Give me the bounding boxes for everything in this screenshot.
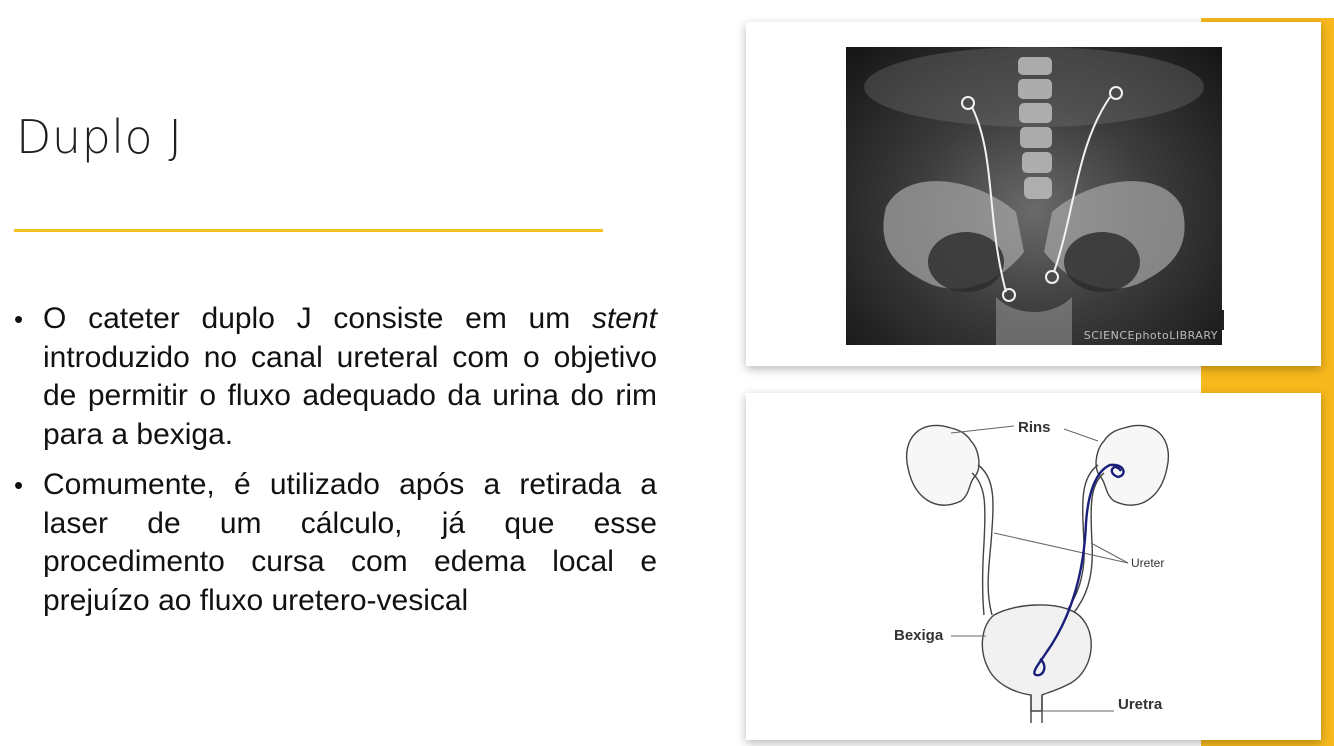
label-ureter: Ureter [1131, 556, 1165, 570]
bullet-item-2 [14, 466, 657, 620]
label-rins: Rins [1018, 419, 1051, 436]
xray-illustration [846, 47, 1222, 345]
bullet-list [14, 300, 657, 632]
label-bexiga: Bexiga [894, 627, 944, 644]
urinary-system-diagram [746, 393, 1321, 740]
left-ureter [978, 465, 993, 615]
xray-edge-mark [1222, 310, 1224, 330]
bladder [982, 605, 1091, 711]
left-kidney [907, 425, 979, 505]
bullet-1-text-start: O cateter duplo J consiste em um [43, 302, 592, 335]
anatomy-diagram-card [746, 393, 1321, 740]
bullet-dot-icon: • [14, 304, 24, 334]
bullet-1-text-end: introduzido no canal ureteral com o objetivo de permitir o fluxo adequado da urina do rim para a bexiga. [43, 340, 657, 451]
xray-image [846, 47, 1222, 345]
bullet-2-text: Comumente, é utilizado após a retirada a laser de um cálculo, já que esse procedimento cursa com edema local e prejuízo ao fluxo uretero-vesical [43, 468, 657, 617]
xray-watermark: SCIENCEphotoLIBRARY [1083, 329, 1218, 342]
label-uretra: Uretra [1118, 696, 1163, 713]
slide-title: Duplo J [16, 110, 183, 164]
bullet-dot-icon: • [14, 470, 24, 500]
title-underline [14, 229, 603, 232]
bullet-item-1 [14, 300, 657, 454]
bullet-1-emphasis: stent [591, 302, 657, 335]
xray-card [746, 22, 1321, 366]
